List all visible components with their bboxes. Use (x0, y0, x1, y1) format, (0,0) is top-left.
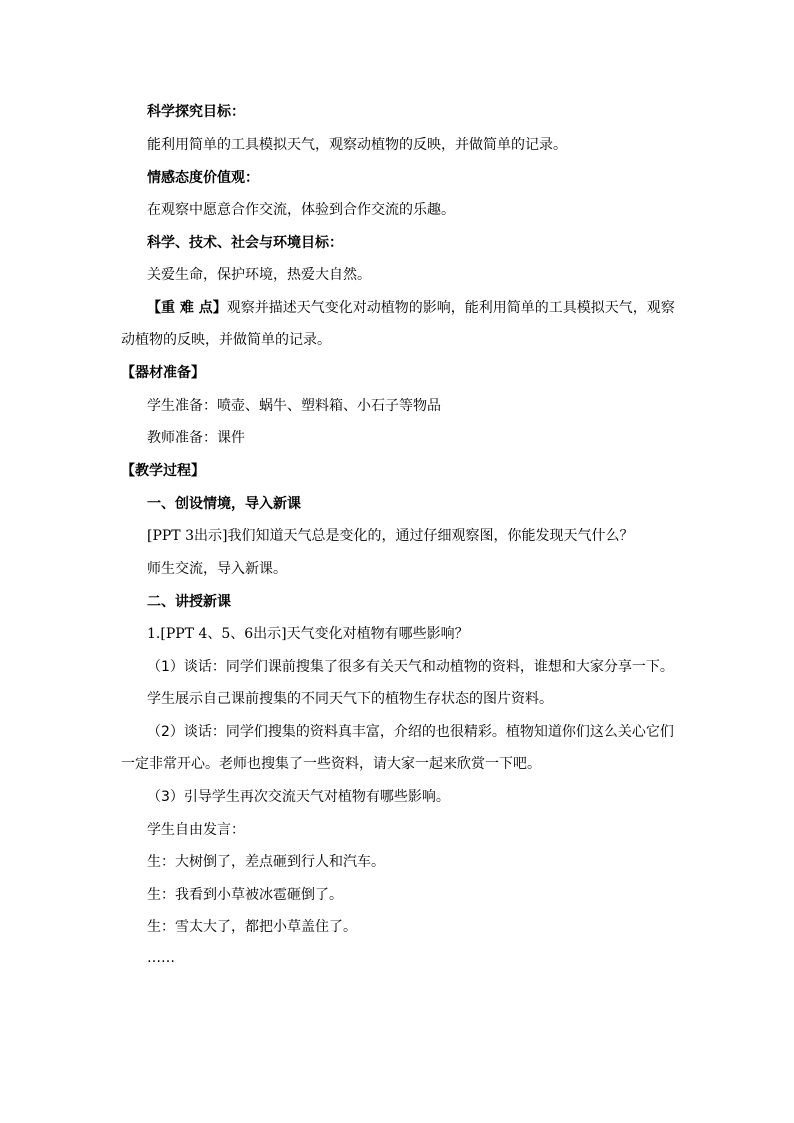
item1-line (147, 624, 469, 644)
item1-text: 天气变化对植物有哪些影响？ (286, 626, 469, 642)
sts-heading: 科学、技术、社会与环境目标： (147, 235, 343, 251)
sts-text: 关爱生命，保护环境，热爱大自然。 (147, 267, 371, 283)
student-answer-3: 生：雪太大了，都把小草盖住了。 (147, 919, 357, 935)
step1-text2: 师生交流，导入新课。 (147, 561, 287, 577)
student-prep: 学生准备：喷壶、蜗牛、塑料箱、小石子等物品 (147, 398, 441, 414)
student-answer-1: 生：大树倒了，差点砸到行人和汽车。 (147, 854, 385, 870)
step1-ppt-ref: [PPT 3出示] (147, 528, 228, 544)
talk1-after: 学生展示自己课前搜集的不同天气下的植物生存状态的图片资料。 (147, 691, 553, 707)
talk1: （1）谈话：同学们课前搜集了很多有关天气和动植物的资料，谁想和大家分享一下。 (147, 659, 674, 675)
step1-text: 我们知道天气总是变化的，通过仔细观察图，你能发现天气什么？ (227, 528, 634, 544)
key-points-line-2: 动植物的反映，并做简单的记录。 (121, 332, 331, 348)
sci-goal-text: 能利用简单的工具模拟天气，观察动植物的反映，并做简单的记录。 (147, 137, 567, 153)
step1-heading: 一、创设情境，导入新课 (147, 496, 301, 512)
step1-line (147, 526, 633, 546)
key-points-text-1: 观察并描述天气变化对动植物的影响，能利用简单的工具模拟天气，观察 (226, 300, 675, 316)
attitude-text: 在观察中愿意合作交流，体验到合作交流的乐趣。 (147, 202, 455, 218)
talk2-line-1: （2）谈话：同学们搜集的资料真丰富，介绍的也很精彩。植物知道你们这么关心它们 (147, 724, 674, 740)
item1-prefix: 1. (147, 626, 161, 642)
materials-heading: 【器材准备】 (121, 365, 205, 381)
step2-heading: 二、讲授新课 (147, 594, 231, 610)
ellipsis: …… (147, 950, 175, 966)
key-points-tag: 【重 难 点】 (147, 300, 227, 316)
key-points-line-1 (147, 298, 675, 318)
process-heading: 【教学过程】 (121, 463, 205, 479)
attitude-heading: 情感态度价值观： (147, 170, 259, 186)
teacher-prep: 教师准备：课件 (147, 430, 245, 446)
sci-goal-heading: 科学探究目标： (147, 104, 245, 120)
talk2-line-2: 一定非常开心。老师也搜集了一些资料，请大家一起来欣赏一下吧。 (121, 756, 541, 772)
talk3: （3）引导学生再次交流天气对植物有哪些影响。 (147, 789, 450, 805)
free-speech: 学生自由发言： (147, 822, 245, 838)
item1-ppt-ref: [PPT 4、5、6出示] (160, 626, 287, 642)
student-answer-2: 生：我看到小草被冰雹砸倒了。 (147, 887, 343, 903)
